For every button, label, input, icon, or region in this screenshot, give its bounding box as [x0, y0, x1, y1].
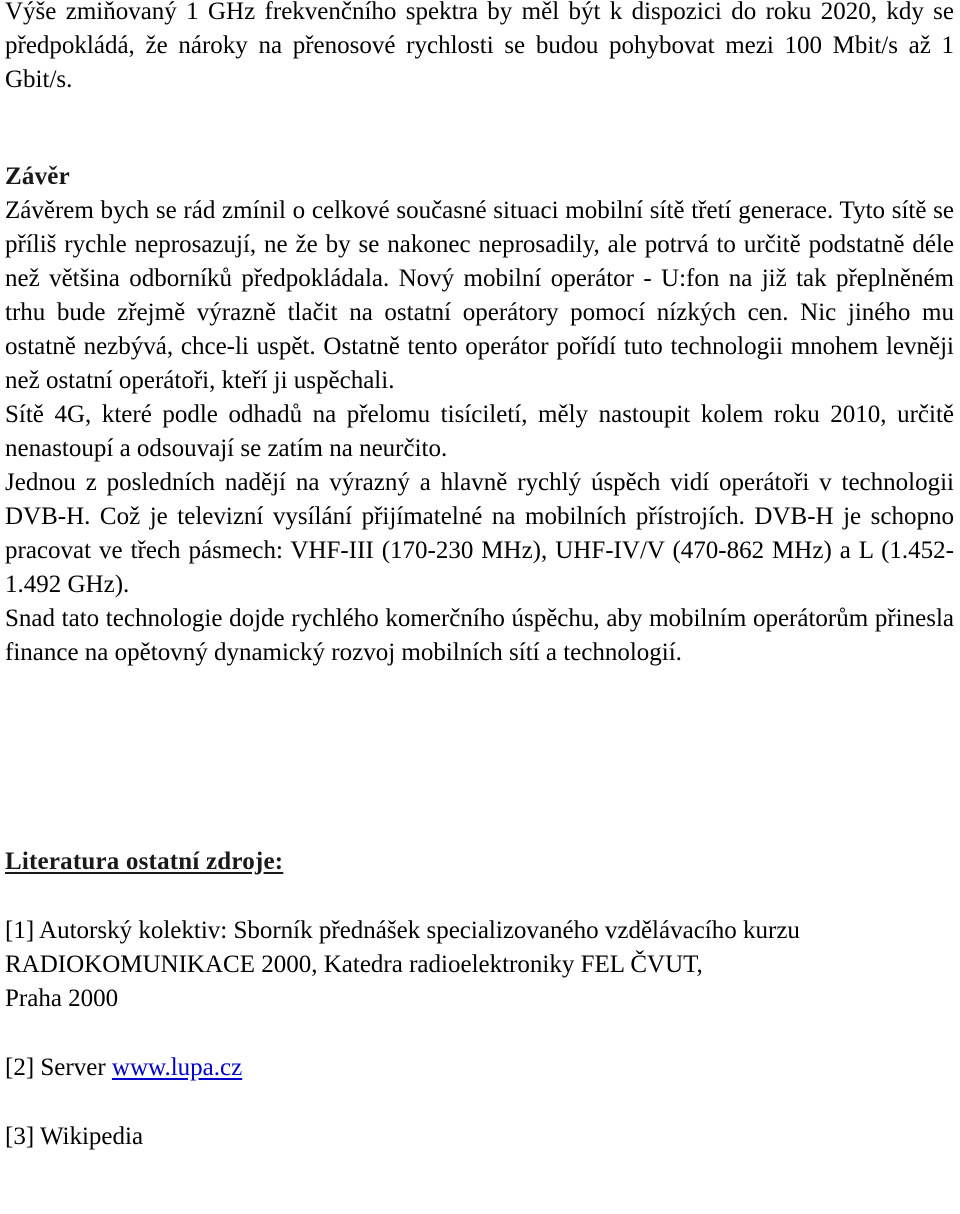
reference-1-line-2: RADIOKOMUNIKACE 2000, Katedra radioelektroniky FEL ČVUT,: [5, 951, 703, 978]
reference-2-prefix: [2] Server: [5, 1054, 112, 1081]
lupa-link[interactable]: www.lupa.cz: [111, 1054, 243, 1081]
conclusion-paragraph-2: Sítě 4G, které podle odhadů na přelomu tisíciletí, měly nastoupit kolem roku 2010, určitě nenastoupí a odsouvají se zatím na neurčito.: [5, 401, 954, 462]
reference-2: [5, 1051, 954, 1085]
references-heading: Literatura ostatní zdroje:: [5, 848, 284, 875]
intro-paragraph: Výše zmiňovaný 1 GHz frekvenčního spektra by měl být k dispozici do roku 2020, kdy se předpokládá, že nároky na přenosové rychlosti se budou pohybovat mezi 100 Mbit/s až 1 Gbit/s.: [5, 0, 954, 93]
reference-3: [3] Wikipedia: [5, 1123, 144, 1150]
reference-1-line-3: Praha 2000: [5, 985, 119, 1012]
reference-1-line-1: [1] Autorský kolektiv: Sborník přednášek specializovaného vzdělávacího kurzu: [5, 917, 800, 944]
conclusion-heading: Závěr: [5, 163, 70, 190]
conclusion-paragraph-4: Snad tato technologie dojde rychlého komerčního úspěchu, aby mobilním operátorům přinesla finance na opětovný dynamický rozvoj mobilních sítí a technologií.: [5, 605, 954, 666]
conclusion-paragraph-1: Závěrem bych se rád zmínil o celkové současné situaci mobilní sítě třetí generace. Tyto sítě se příliš rychle neprosazují, ne že by se nakonec neprosadily, ale potrvá to určitě podstatně déle než většina odborníků předpokládala. Nový mobilní operátor - U:fon na již tak přeplněném trhu bude zřejmě výrazně tlačit na ostatní operátory pomocí nízkých cen. Nic jiného mu ostatně nezbývá, chce-li uspět. Ostatně tento operátor pořídí tuto technologii mnohem levněji než ostatní operátoři, kteří ji uspěchali.: [5, 197, 954, 394]
conclusion-paragraph-3: Jednou z posledních nadějí na výrazný a hlavně rychlý úspěch vidí operátoři v technologii DVB-H. Což je televizní vysílání přijímatelné na mobilních přístrojích. DVB-H je schopno pracovat ve třech pásmech: VHF-III (170-230 MHz), UHF-IV/V (470-862 MHz) a L (1.452-1.492 GHz).: [5, 469, 954, 598]
